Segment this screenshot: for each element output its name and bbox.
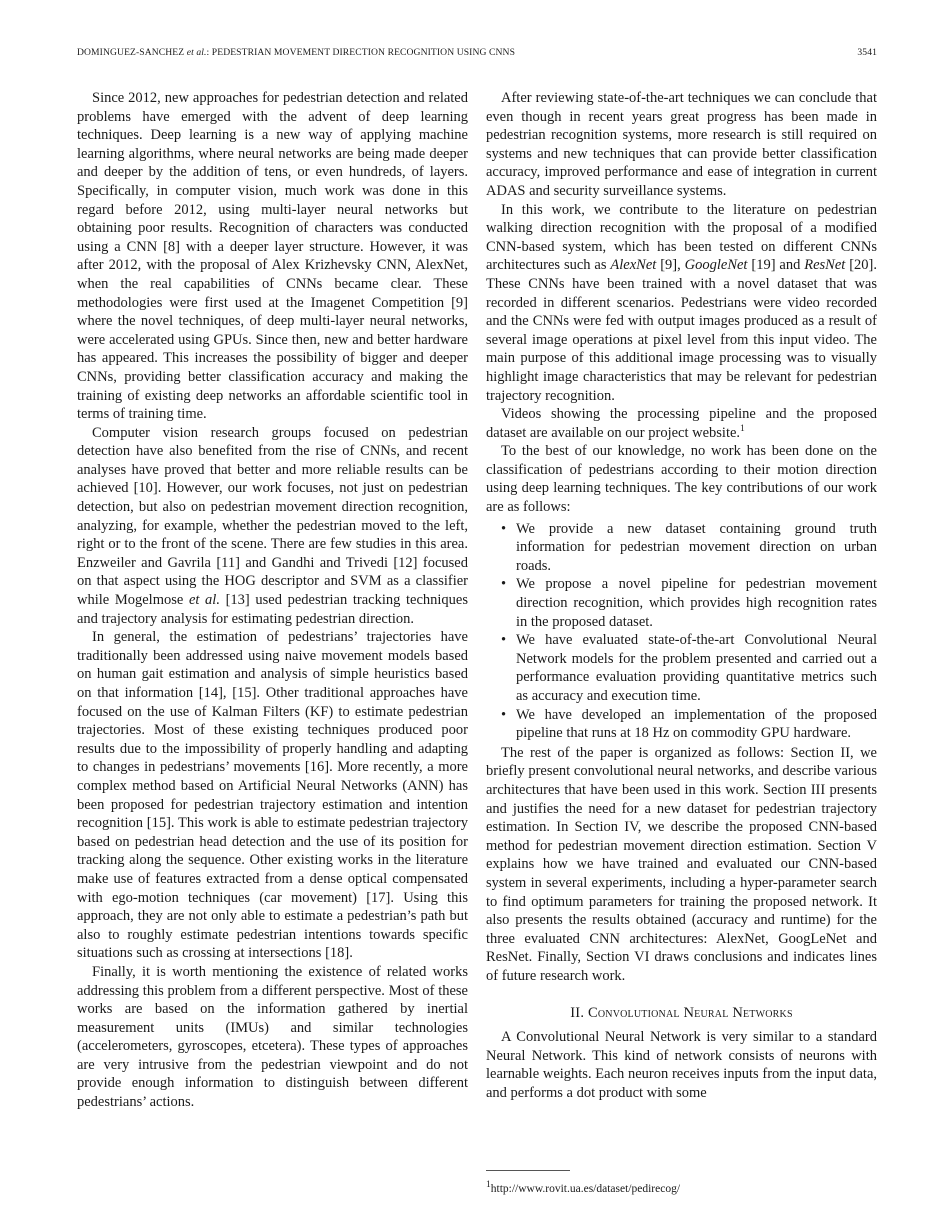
- paragraph-italic: et al.: [188, 592, 220, 609]
- paragraph-text: [13] used pedestrian tracking techniques and trajectory analysis for estimating pedestrian direction.: [77, 592, 468, 627]
- right-column: [486, 89, 877, 1102]
- paragraph: [486, 405, 877, 442]
- section-heading: II. Convolutional Neural Networks: [570, 1004, 793, 1021]
- footnote: [486, 1182, 877, 1196]
- paragraph: [77, 424, 468, 629]
- paragraph-text: [20]. These CNNs have been trained with a novel dataset that was recorded in different scenarios. Pedestrians were video recorded and the CNNs were fed with output images produced as a result of several image operations at pixel level from this input video. The main purpose of this additional image processing was to visually highlight image characteristics that may be relevant for pedestrian trajectory recognition.: [486, 257, 877, 404]
- paragraph-italic: GoogleNet: [684, 257, 748, 274]
- footnote-number: 1: [486, 1180, 491, 1191]
- footnote-rule: [486, 1170, 570, 1171]
- list-item: • We propose a novel pipeline for pedestrian movement direction recognition, which provides high recognition rates in the proposed dataset.: [516, 575, 877, 631]
- paragraph: The rest of the paper is organized as follows: Section II, we briefly present convolutional neural networks, and describe various architectures that have been used in this work. Section III presents and justifies the need for a new dataset for pedestrian trajectory estimation. In Section IV, we describe the proposed CNN-based method for pedestrian movement direction estimation. Section V explains how we have trained and evaluated our CNN-based system in several experiments, including a hyper-parameter search to find optimum parameters for training the proposed network. It also presents the results obtained (accuracy and runtime) for the three evaluated CNN architectures: AlexNet, GoogLeNet and ResNet. Finally, Section VI draws conclusions and indicates lines of future research work.: [486, 744, 877, 984]
- paragraph-italic: AlexNet: [610, 257, 657, 274]
- left-column: [77, 89, 468, 1112]
- page-number: 3541: [857, 47, 877, 58]
- paragraph: In general, the estimation of pedestrians’ trajectories have traditionally been addressed using naive movement models based on human gait estimation and analysis of simple heuristics based on that information [14], [15]. Other traditional approaches have focused on the use of Kalman Filters (KF) to estimate pedestrian trajectories. Most of these existing techniques produced poor results due to the impossibility of properly handling and adapting to changes in pedestrians’ movements [16]. More recently, a more complex method based on Artificial Neural Networks (ANN) has been proposed for pedestrian trajectory estimation and intention recognition [15]. This work is able to estimate pedestrian trajectory based on pedestrian head detection and the use of its position for tracking along the sequence. Other existing works in the literature make use of features extracted from a dense optical compensated with ego-motion techniques (car movement) [17]. Using this approach, they are not only able to estimate a pedestrian’s path but also to roughly estimate pedestrian intentions towards specific situations such as crossing at intersections [18].: [77, 629, 468, 962]
- footnote-url-link[interactable]: http://www.rovit.ua.es/dataset/pedirecog/: [490, 1183, 681, 1195]
- footnote-mark[interactable]: 1: [740, 423, 745, 434]
- list-item: • We have developed an implementation of the proposed pipeline that runs at 18 Hz on commodity GPU hardware.: [516, 706, 877, 743]
- running-header: [77, 47, 877, 63]
- paragraph-text: In this work, we contribute to the literature on pedestrian walking direction recognition with the proposal of a modified CNN-based system, which has been tested on different CNNs architectures such as: [486, 201, 877, 274]
- paragraph: A Convolutional Neural Network is very similar to a standard Neural Network. This kind of network consists of neurons with learnable weights. Each neuron receives inputs from the input data, and performs a dot product with some: [486, 1029, 877, 1101]
- list-item: • We provide a new dataset containing ground truth information for pedestrian movement direction on urban roads.: [516, 520, 877, 576]
- paragraph: After reviewing state-of-the-art techniques we can conclude that even though in recent years great progress has been made in pedestrian recognition systems, more research is still required on systems and new techniques that can provide better classification accuracy, improved performance and ease of integration in current ADAS and security surveillance systems.: [486, 90, 877, 199]
- paragraph: [486, 201, 877, 406]
- running-head-etal: et al.: [186, 47, 207, 58]
- paragraph-text: [19] and: [747, 257, 805, 274]
- paragraph-text: Videos showing the processing pipeline and the proposed dataset are available on our project website.: [486, 406, 877, 441]
- list-item: • We have evaluated state-of-the-art Convolutional Neural Network models for the problem presented and carried out a performance evaluation providing quantitative metrics such as accuracy and execution time.: [516, 631, 877, 705]
- paragraph: Finally, it is worth mentioning the existence of related works addressing this problem from a different perspective. Most of these works are based on the information gathered by inertial measurement units (IMUs) and similar technologies (accelerometers, gyroscopes, etcetera). These types of approaches are very intrusive from the pedestrian viewpoint and do not provide enough information to distinguish between different pedestrians’ actions.: [77, 963, 468, 1111]
- running-head-authors: DOMINGUEZ-SANCHEZ: [77, 47, 187, 58]
- contributions-list: [486, 520, 877, 743]
- paragraph: To the best of our knowledge, no work has been done on the classification of pedestrians according to their motion direction using deep learning techniques. The key contributions of our work are as follows:: [486, 443, 877, 516]
- paragraph-italic: ResNet: [804, 257, 846, 274]
- paragraph: Since 2012, new approaches for pedestrian detection and related problems have emerged with the advent of deep learning techniques. Deep learning is a new way of applying machine learning algorithms, where neural networks are being made deeper and deeper by the addition of tens, or even hundreds, of layers. Specifically, in computer vision, much work was done in this regard before 2012, using multi-layer neural networks but obtaining poor results. Recognition of characters was conducted using a CNN [8] with a deeper layer structure. However, it was after 2012, with the proposal of Alex Krizhevsky CNN, AlexNet, when the real capabilities of CNNs became clear. These methodologies were first used at the Imagenet Competition [9] where the novel techniques, of deep multi-layer neural networks, were accelerated using GPUs. Since then, new and better hardware has appeared. This increases the possibility of bigger and deeper CNNs, providing better classification accuracy and making the training of existing deep networks an affordable scientific tool in terms of training time.: [77, 90, 468, 423]
- paragraph-text: [9],: [656, 257, 685, 274]
- running-head: [77, 47, 515, 58]
- running-head-title: : PEDESTRIAN MOVEMENT DIRECTION RECOGNITION USING CNNS: [206, 47, 516, 58]
- paragraph-text: Computer vision research groups focused on pedestrian detection have also benefited from the rise of CNNs, and recent analyses have proved that better and more reliable results can be achieved [10]. However, our work focuses, not just on pedestrian detection, but also on pedestrian movement direction recognition, analyzing, for example, whether the pedestrian moved to the left, right or to the front of the scene. There are few studies in this area. Enzweiler and Gavrila [11] and Gandhi and Trivedi [12] focused on that aspect using the HOG descriptor and SVM as a classifier while Mogelmose: [77, 424, 468, 609]
